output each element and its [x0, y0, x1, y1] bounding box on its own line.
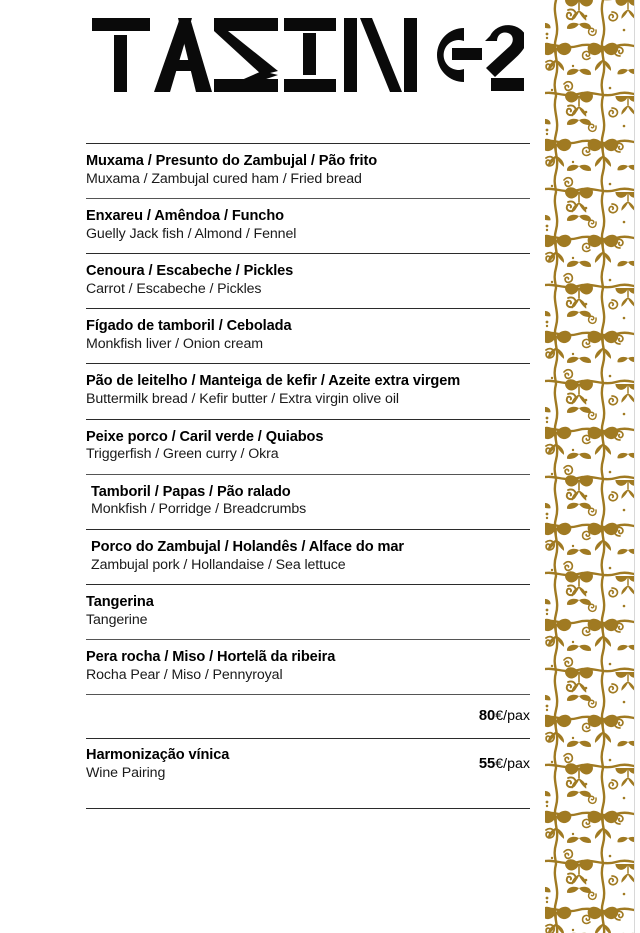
menu-price-row	[86, 695, 530, 738]
course-name-en: Monkfish / Porridge / Breadcrumbs	[91, 501, 307, 518]
course-name-pt: Tangerina	[86, 593, 154, 610]
floral-damask-border-icon	[540, 0, 634, 933]
menu-item	[86, 254, 530, 308]
course-name-en: Monkfish liver / Onion cream	[86, 336, 263, 353]
course-name-pt: Pera rocha / Miso / Hortelã da ribeira	[86, 648, 336, 665]
course-name-en: Muxama / Zambujal cured ham / Fried bread	[86, 170, 362, 187]
menu-price-unit: €/pax	[495, 707, 530, 724]
menu-item	[86, 199, 530, 253]
menu-item	[86, 640, 530, 694]
menu-item	[86, 475, 530, 529]
menu-item	[86, 585, 530, 639]
spacer	[86, 792, 530, 808]
course-name-en: Zambujal pork / Hollandaise / Sea lettuce	[91, 556, 346, 573]
course-name-pt: Peixe porco / Caril verde / Quiabos	[86, 428, 324, 445]
wine-pairing-names	[86, 747, 229, 782]
course-name-en: Tangerine	[86, 611, 148, 628]
course-name-en: Carrot / Escabeche / Pickles	[86, 281, 262, 298]
course-name-en: Buttermilk bread / Kefir butter / Extra virgin olive oil	[86, 391, 399, 408]
page-edge	[634, 0, 640, 933]
menu-item	[86, 420, 530, 474]
course-name-en: Guelly Jack fish / Almond / Fennel	[86, 225, 297, 242]
course-name-en: Triggerfish / Green curry / Okra	[86, 446, 279, 463]
menu-item	[86, 364, 530, 418]
course-name-pt: Tamboril / Papas / Pão ralado	[91, 483, 291, 500]
menu-price-amount: 80	[478, 707, 496, 724]
divider	[86, 808, 530, 809]
wine-pairing-name-en: Wine Pairing	[86, 764, 166, 781]
menu-price	[479, 708, 530, 725]
course-name-pt: Enxareu / Amêndoa / Funcho	[86, 208, 284, 225]
menu-item	[86, 144, 530, 198]
course-name-pt: Porco do Zambujal / Holandês / Alface do mar	[91, 538, 404, 555]
wine-pairing-amount: 55	[478, 756, 496, 773]
wine-pairing-name-pt: Harmonização vínica	[86, 747, 230, 764]
wine-pairing-price	[479, 756, 530, 773]
course-name-pt: Cenoura / Escabeche / Pickles	[86, 263, 294, 280]
menu-item	[86, 530, 530, 584]
course-name-pt: Fígado de tamboril / Cebolada	[86, 318, 292, 335]
course-name-pt: Muxama / Presunto do Zambujal / Pão frito	[86, 153, 378, 169]
course-name-pt: Pão de leitelho / Manteiga de kefir / Azeite extra virgem	[86, 373, 461, 390]
menu-item	[86, 309, 530, 363]
menu-list	[86, 143, 530, 809]
wine-pairing-row	[86, 739, 530, 792]
course-name-en: Rocha Pear / Miso / Pennyroyal	[86, 666, 283, 683]
page-title	[92, 14, 524, 92]
wine-pairing-unit: €/pax	[495, 756, 530, 773]
